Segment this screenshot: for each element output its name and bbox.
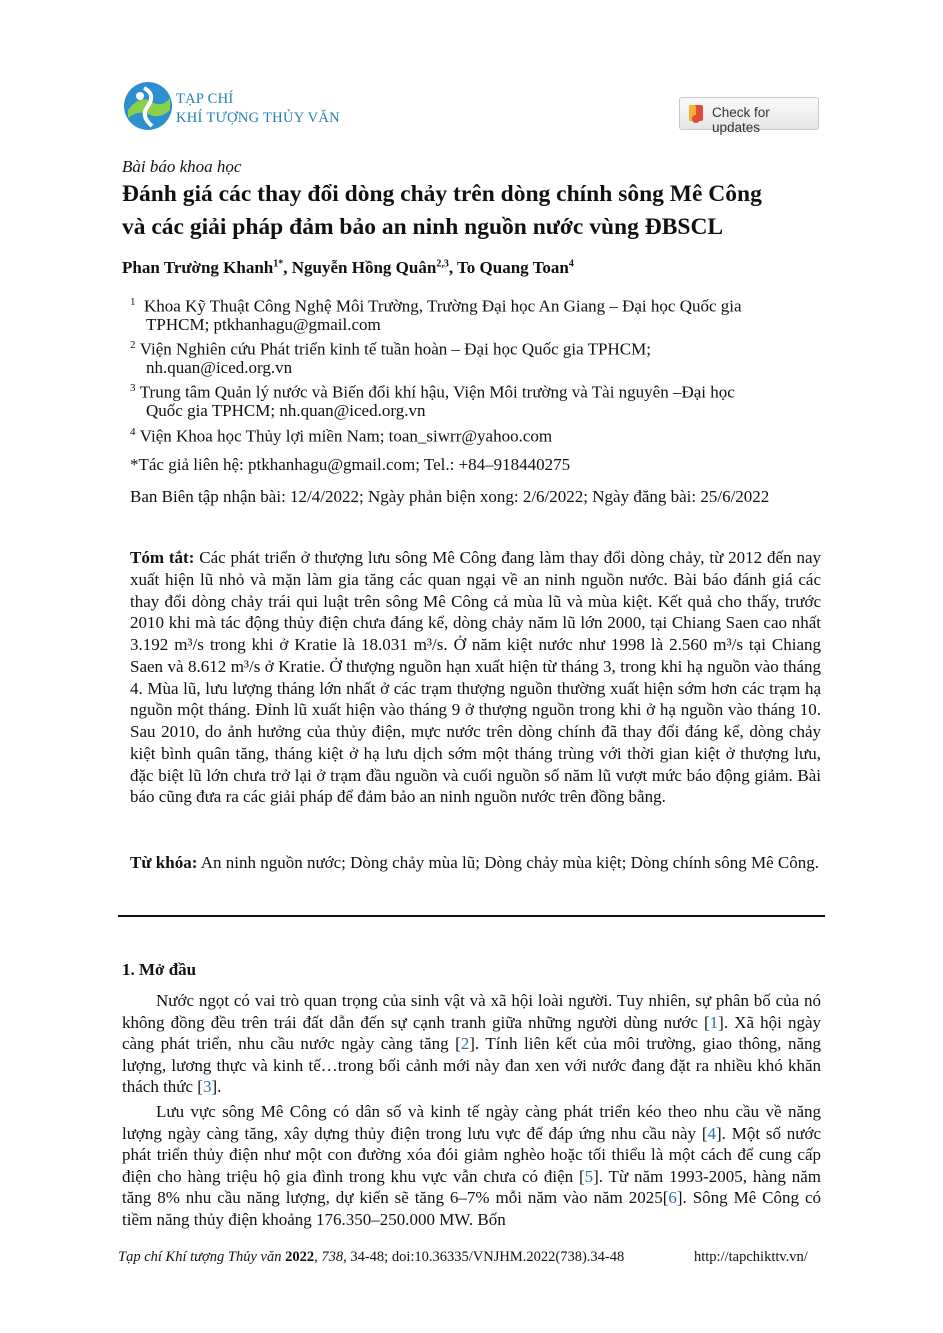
author-name: Nguyễn Hồng Quân (291, 258, 437, 277)
affiliation-number: 2 (130, 339, 136, 351)
abstract (130, 547, 821, 808)
citation-link[interactable]: 3 (202, 1077, 212, 1097)
crossmark-icon (686, 104, 706, 124)
affiliation (130, 378, 735, 403)
citation-link[interactable]: 2 (460, 1034, 470, 1054)
affiliation (130, 422, 552, 447)
affiliation (130, 292, 742, 317)
author-sep: , (283, 258, 292, 277)
section-divider (118, 915, 825, 917)
body-paragraph-1 (122, 990, 821, 1098)
article-title (122, 178, 827, 244)
citation-link[interactable]: 4 (707, 1123, 716, 1143)
author-name: To Quang Toan (457, 258, 569, 277)
affiliation-line: Trung tâm Quản lý nước và Biến đổi khí hậu, Viện Môi trường và Tài nguyên –Đại học (139, 382, 735, 402)
para-text: Lưu vực sông Mê Công có dân số và kinh tế ngày càng phát triển kéo theo nhu cầu về năng lượng ngày càng tăng, xây dựng thủy điện trong lưu vực để đáp ứng nhu cầu này [ (122, 1102, 821, 1143)
affiliation-line: nh.quan@iced.org.vn (146, 358, 293, 377)
author-sup: 2,3 (436, 258, 449, 270)
para-text: ]. Một số nước phát triển thủy điện như một con đường xóa đói giảm nghèo hoặc tối thiểu là một cách để cung cấp điện cho hàng triệu hộ gia đình trong khu vực vẫn chưa có điện [ (122, 1123, 821, 1186)
affiliation-number: 3 (130, 382, 136, 394)
para-text: ]. Xã hội ngày càng phát triển, nhu cầu nước ngày càng tăng [ (122, 1012, 821, 1054)
affiliation-line: TPHCM; ptkhanhagu@gmail.com (146, 315, 381, 334)
logo-line1: TẠP CHÍ (176, 91, 234, 107)
affiliation-line: Quốc gia TPHCM; nh.quan@iced.org.vn (146, 401, 426, 420)
keywords-text: An ninh nguồn nước; Dòng chảy mùa lũ; Dòng chảy mùa kiệt; Dòng chính sông Mê Công. (200, 853, 820, 872)
title-line1: Đánh giá các thay đổi dòng chảy trên dòng chính sông Mê Công (122, 181, 762, 207)
affiliation-number: 1 (130, 296, 136, 308)
affiliation-line: Khoa Kỹ Thuật Công Nghệ Môi Trường, Trường Đại học An Giang – Đại học Quốc gia (144, 296, 742, 316)
footer-url[interactable]: http://tapchikttv.vn/ (694, 1249, 808, 1265)
citation-link[interactable]: 1 (709, 1012, 719, 1032)
author-name: Phan Trường Khanh (122, 258, 274, 277)
abstract-text: Các phát triển ở thượng lưu sông Mê Công đang làm thay đổi dòng chảy, từ 2012 đến nay xuất hiện lũ nhỏ và mặn làm gia tăng các quan ngại về an ninh nguồn nước. Bài báo đánh giá các thay đổi dòng chảy trái qui luật trên sông Mê Công cả mùa lũ và mùa kiệt. Kết quả cho thấy, trước 2010 khi mà tác động thủy điện chưa đáng kể, dòng chảy năm lũ lớn 2000, tại Chiang Saen cao nhất 3.192 m³/s trong khi ở Kratie là 18.031 m³/s. Ở năm kiệt nước như 1998 là 2.560 m³/s tại Chiang Saen và 8.612 m³/s ở Kratie. Ở thượng nguồn hạn xuất hiện từ tháng 3, trong khi hạ nguồn vào tháng 4. Mùa lũ, lưu lượng tháng lớn nhất ở các trạm thượng nguồn thường xuất hiện sớm hơn các trạm hạ nguồn một tháng. Đỉnh lũ xuất hiện vào tháng 9 ở thượng nguồn trong khi ở hạ nguồn vào tháng 10. Sau 2010, do ảnh hưởng của thủy điện, mực nước trên dòng chính đã thay đổi đáng kể, dòng chảy kiệt bình quân tăng, tháng kiệt ở hạ lưu dịch sớm một tháng trùng với thời gian kiệt ở thượng lưu, đặc biệt lũ lớn chưa trở lại ở trạm đầu nguồn và cuối nguồn số năm lũ vượt mức báo động giảm. Bài báo cũng đưa ra các giải pháp để đảm bảo an ninh nguồn nước trên đồng bằng. (130, 548, 821, 807)
affiliation (130, 335, 651, 360)
para-text: ]. Tính liên kết của môi trường, giao thông, năng lượng, lương thực và kinh tế…trong bối cảnh mới này đan xen với nước đang đặt ra nhiều khó khăn thách thức [ (122, 1034, 821, 1097)
footer-volume: 738 (321, 1249, 344, 1265)
section-title: 1. Mở đầu (122, 960, 197, 979)
footer-pages-doi: , 34-48; doi:10.36335/VNJHM.2022(738).34-48 (343, 1249, 625, 1265)
author-list (122, 258, 574, 278)
footer-citation: Tạp chí Khí tượng Thủy văn 2022, 738, 34-48; doi:10.36335/VNJHM.2022(738).34-48 (118, 1249, 625, 1265)
affiliation-line: Viện Khoa học Thủy lợi miền Nam; toan_siwrr@yahoo.com (139, 426, 553, 446)
citation-link[interactable]: 5 (584, 1166, 594, 1186)
logo-line2: KHÍ TƯỢNG THỦY VĂN (176, 110, 340, 126)
article-kind: Bài báo khoa học (122, 157, 242, 176)
author-sep: , (448, 258, 458, 277)
body-paragraph-2 (122, 1101, 821, 1231)
keywords (130, 852, 821, 874)
para-text: ]. (211, 1077, 222, 1097)
abstract-label: Tóm tắt: (130, 548, 195, 567)
journal-logo-icon (122, 80, 174, 132)
check-for-updates-button[interactable] (679, 97, 819, 135)
para-text: ]. Sông Mê Công có tiềm năng thủy điện khoảng 176.350–250.000 MW. Bốn (122, 1188, 821, 1229)
affiliation-number: 4 (130, 426, 136, 438)
para-text: Nước ngọt có vai trò quan trọng của sinh vật và xã hội loài người. Tuy nhiên, sự phân bố của nó không đồng đều trên trái đất dẫn đến sự cạnh tranh giữa những người dùng nước [ (122, 991, 821, 1032)
citation-link[interactable]: 6 (668, 1188, 677, 1208)
affiliation-line: Viện Nghiên cứu Phát triển kinh tế tuần hoàn – Đại học Quốc gia TPHCM; (139, 339, 651, 359)
article-dates: Ban Biên tập nhận bài: 12/4/2022; Ngày phản biện xong: 2/6/2022; Ngày đăng bài: 25/6/2022 (130, 487, 770, 506)
author-sup: 1* (273, 258, 284, 270)
check-for-updates-label: Check for updates (712, 105, 770, 135)
author-sup: 4 (568, 258, 574, 270)
title-line2: và các giải pháp đảm bảo an ninh nguồn nước vùng ĐBSCL (122, 214, 724, 240)
footer-year: 2022 (285, 1249, 315, 1265)
corresponding-author: *Tác giả liên hệ: ptkhanhagu@gmail.com; Tel.: +84–918440275 (130, 455, 571, 474)
journal-logo (122, 80, 362, 140)
para-text: ]. Từ năm 1993-2005, hàng năm tăng 8% nhu cầu năng lượng, dự kiến sẽ tăng 6–7% mỗi năm vào năm 2025[ (122, 1166, 821, 1208)
footer-journal: Tạp chí Khí tượng Thủy văn (118, 1249, 282, 1265)
keywords-label: Từ khóa: (130, 853, 198, 872)
